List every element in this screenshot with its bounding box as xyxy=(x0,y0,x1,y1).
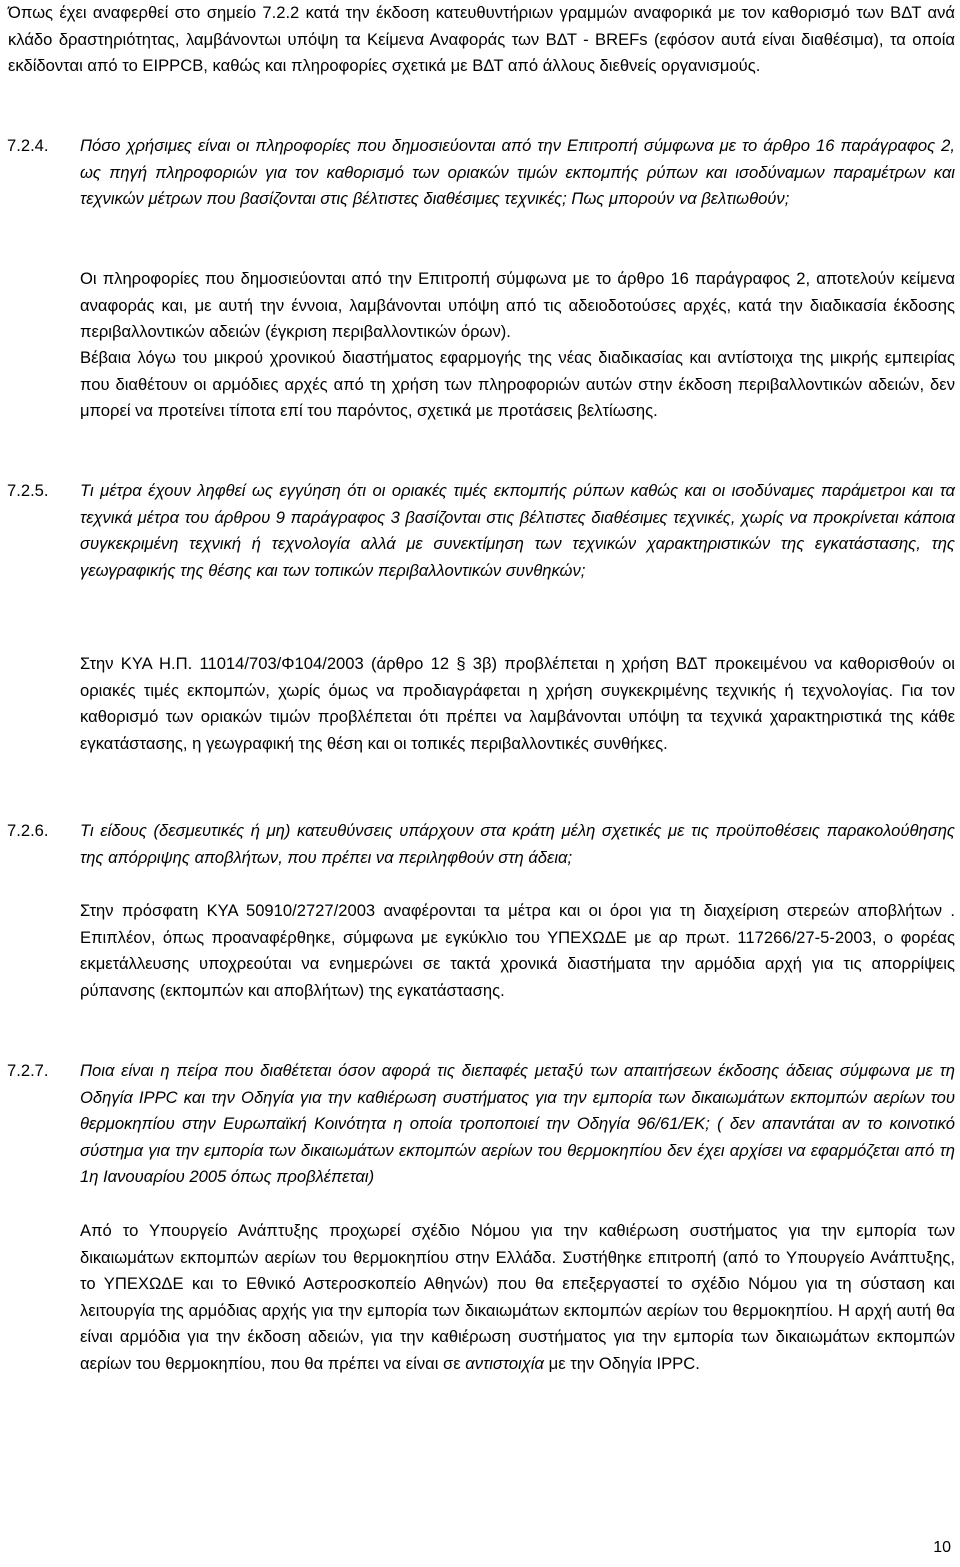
page-number: 10 xyxy=(933,1539,951,1556)
answer-7-2-5: Στην ΚΥΑ Η.Π. 11014/703/Φ104/2003 (άρθρο 12 § 3β) προβλέπεται η χρήση ΒΔΤ προκειμένου να καθορισθούν οι οριακές τιμές εκπομπών, χωρίς όμως να προδιαγράφεται η χρήση συγκεκριμένης τεχνικής ή τεχνολογίας. Για τον καθορισμό των οριακών τιμών προβλέπεται ότι πρέπει να λαμβάνονται υπόψη τα τεχνικά χαρακτηριστικά της κάθε εγκατάστασης, η γεωγραφική της θέση και οι τοπικές περιβαλλοντικές συνθήκες. xyxy=(80,654,955,753)
answer-7-2-7 xyxy=(80,1218,955,1377)
answer-7-2-7-text: Από το Υπουργείο Ανάπτυξης προχωρεί σχέδιο Νόμου για την καθιέρωση συστήματος για την εμπορία των δικαιωμάτων εκπομπών αερίων του θερμοκηπίου στην Ελλάδα. Συστήθηκε επιτροπή (από το Υπουργείο Ανάπτυξης, το ΥΠΕΧΩΔΕ και το Εθνικό Αστεροσκοπείο Αθηνών) που θα επεξεργαστεί το σχέδιο Νόμου για τη σύσταση και λειτουργία της αρμόδιας αρχής για την εμπορία των δικαιωμάτων εκπομπών αερίων του θερμοκηπίου. Η αρχή αυτή θα είναι αρμόδια για την έκδοση αδειών, για την καθιέρωση συστήματος για την εμπορία των δικαιωμάτων εκπομπών αερίων του θερμοκηπίου, που θα πρέπει να είναι σε xyxy=(80,1221,955,1373)
question-7-2-5: Τι μέτρα έχουν ληφθεί ως εγγύηση ότι οι οριακές τιμές εκπομπής ρύπων καθώς και οι ισοδύναμες παράμετροι και τα τεχνικά μέτρα του άρθρου 9 παράγραφος 3 βασίζονται στις βέλτιστες διαθέσιμες τεχνικές, χωρίς να προκρίνεται κάποια συγκεκριμένη τεχνική ή τεχνολογία αλλά με συνεκτίμηση των τεχνικών χαρακτηριστικών της εγκατάστασης, της γεωγραφικής της θέσης και των τοπικών περιβαλλοντικών συνθηκών; xyxy=(80,481,955,580)
answer-7-2-4-cont: Βέβαια λόγω του μικρού χρονικού διαστήματος εφαρμογής της νέας διαδικασίας και αντίστοιχα της μικρής εμπειρίας που διαθέτουν οι αρμόδιες αρχές από τη χρήση των πληροφοριών αυτών στην έκδοση περιβαλλοντικών αδειών, δεν μπορεί να προτείνει τίποτα επί του παρόντος, σχετικά με προτάσεις βελτίωσης. xyxy=(80,348,955,420)
section-number-7-2-6: 7.2.6. xyxy=(7,821,49,840)
question-7-2-7: Ποια είναι η πείρα που διαθέτεται όσον αφορά τις διεπαφές μεταξύ των απαιτήσεων έκδοσης άδειας σύμφωνα με τη Οδηγία IPPC και την Οδηγία για την καθιέρωση συστήματος για την εμπορία των δικαιωμάτων εκπομπών αερίων του θερμοκηπίου στην Ευρωπαϊκή Κοινότητα η οποία τροποποιεί την Οδηγία 96/61/ΕΚ; ( δεν απαντάται αν το κοινοτικό σύστημα για την εμπορία των δικαιωμάτων εκπομπών αερίων του θερμοκηπίου δεν έχει αρχίσει να εφαρμόζεται από τη 1η Ιανουαρίου 2005 όπως προβλέπεται) xyxy=(80,1061,955,1186)
section-number-7-2-4: 7.2.4. xyxy=(7,136,49,155)
intro-paragraph: Όπως έχει αναφερθεί στο σημείο 7.2.2 κατά την έκδοση κατευθυντήριων γραμμών αναφορικά με τον καθορισμό των ΒΔΤ ανά κλάδο δραστηριότητας, λαμβάνοντωι υπόψη τα Κείμενα Αναφοράς των ΒΔΤ - BREFs (εφόσον αυτά είναι διαθέσιμα), τα οποία εκδίδονται από το EIPPCB, καθώς και πληροφορίες σχετικά με ΒΔΤ από άλλους διεθνείς οργανισμούς. xyxy=(8,3,955,75)
question-7-2-4: Πόσο χρήσιμες είναι οι πληροφορίες που δημοσιεύονται από την Επιτροπή σύμφωνα με το άρθρο 16 παράγραφος 2, ως πηγή πληροφοριών για τον καθορισμό των οριακών τιμών εκπομπής ρύπων και ισοδύναμων παραμέτρων και τεχνικών μέτρων που βασίζονται στις βέλτιστες διαθέσιμες τεχνικές; Πως μπορούν να βελτιωθούν; xyxy=(80,136,955,208)
answer-7-2-6: Στην πρόσφατη ΚΥΑ 50910/2727/2003 αναφέρονται τα μέτρα και οι όροι για τη διαχείριση στερεών αποβλήτων . Επιπλέον, όπως προαναφέρθηκε, σύμφωνα με εγκύκλιο του ΥΠΕΧΩΔΕ με αρ πρωτ. 117266/27-5-2003, ο φορέας εκμετάλλευσης υποχρεούται να ενημερώνει σε τακτά χρονικά διαστήματα την αρμόδια αρχή για τις απορρίψεις ρύπανσης (εκπομπών και αποβλήτων) της εγκατάστασης. xyxy=(80,901,955,1000)
answer-7-2-7-emphasis: αντιστοιχία xyxy=(465,1353,545,1373)
section-number-7-2-5: 7.2.5. xyxy=(7,481,49,500)
section-number-7-2-7: 7.2.7. xyxy=(7,1061,49,1080)
answer-7-2-7-end: με την Οδηγία IPPC. xyxy=(544,1353,700,1373)
question-7-2-6: Τι είδους (δεσμευτικές ή μη) κατευθύνσεις υπάρχουν στα κράτη μέλη σχετικές με τις προϋποθέσεις παρακολούθησης της απόρριψης αποβλήτων, που πρέπει να περιληφθούν στη άδεια; xyxy=(80,821,955,867)
answer-7-2-4: Οι πληροφορίες που δημοσιεύονται από την Επιτροπή σύμφωνα με το άρθρο 16 παράγραφος 2, αποτελούν κείμενα αναφοράς και, με αυτή την έννοια, λαμβάνονται υπόψη από τις αδειοδοτούσες αρχές, κατά την διαδικασία έκδοσης περιβαλλοντικών αδειών (έγκριση περιβαλλοντικών όρων). xyxy=(80,269,955,341)
